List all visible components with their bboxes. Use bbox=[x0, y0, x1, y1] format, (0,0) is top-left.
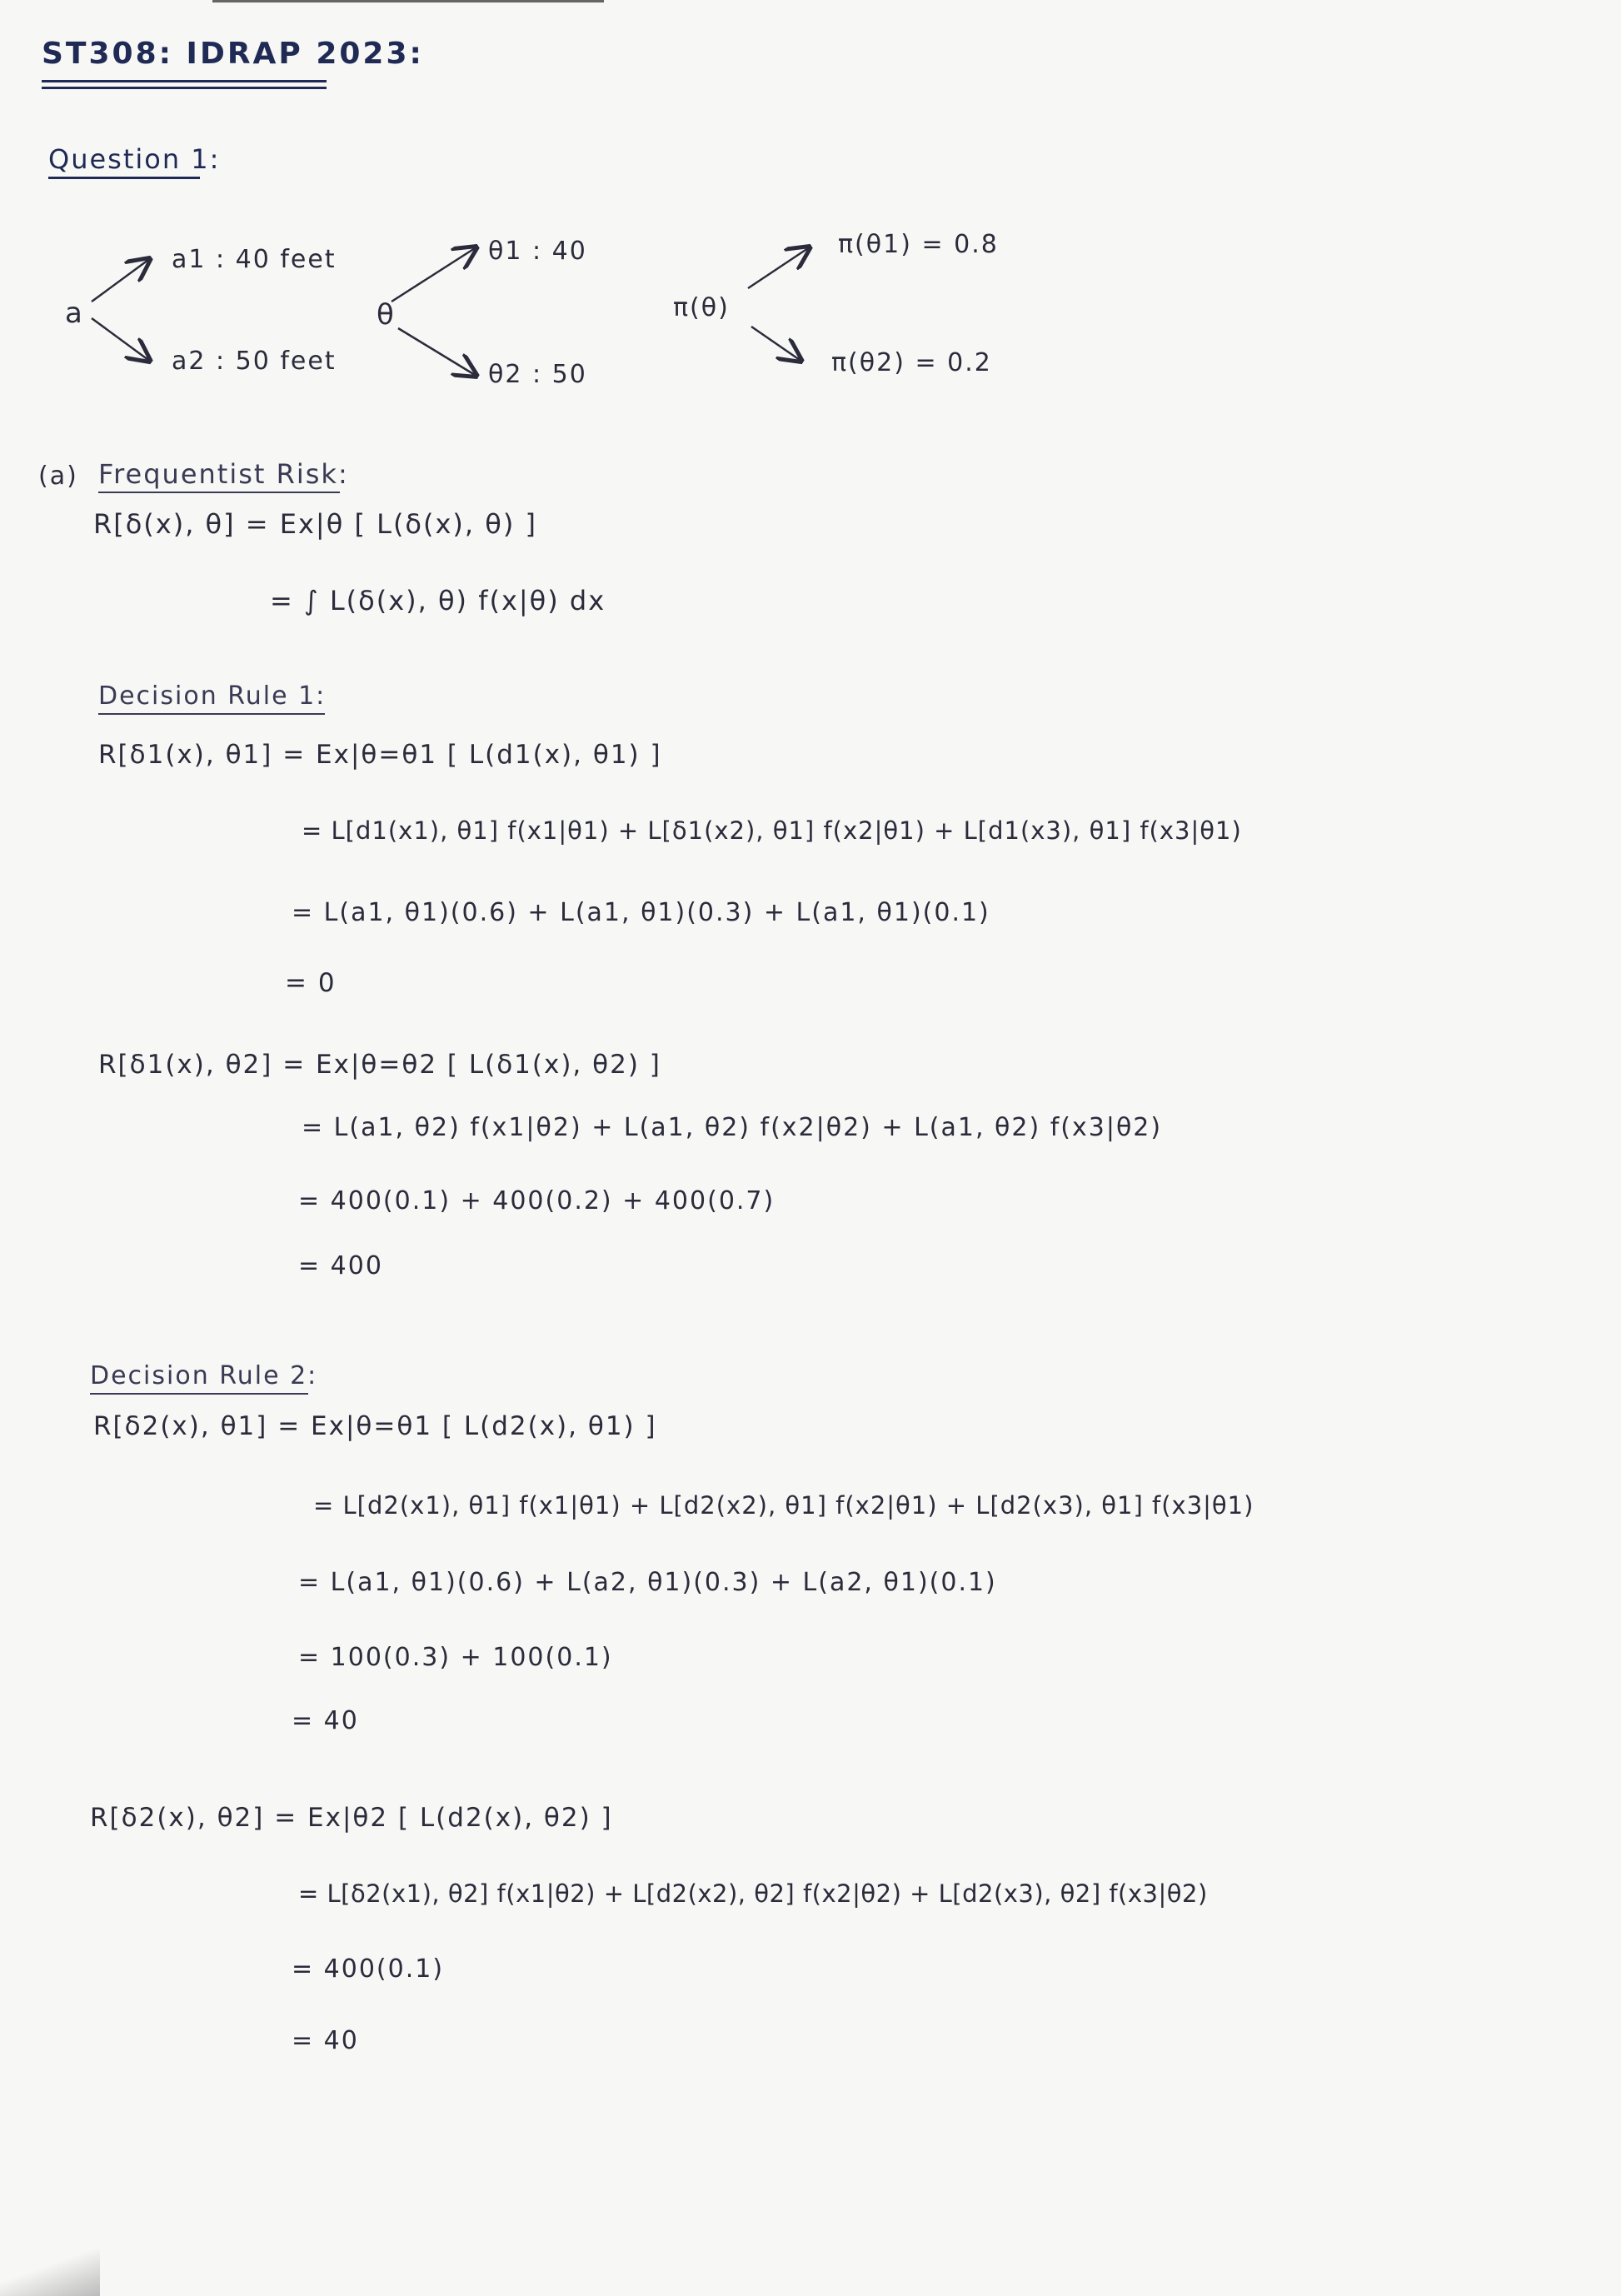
rule2-theta1-result: = 40 bbox=[292, 1706, 359, 1735]
diagram-pi2: π(θ2) = 0.2 bbox=[831, 348, 992, 377]
rule2-theta2-expansion: = L[δ2(x1), θ2] f(x1|θ2) + L[d2(x2), θ2] f(x2|θ2) + L[d2(x3), θ2] f(x3|θ2) bbox=[298, 1879, 1208, 1908]
part-a-label: (a) bbox=[38, 462, 78, 491]
pi1-arrow bbox=[748, 248, 808, 288]
rule1-theta1-substitution: = L(a1, θ1)(0.6) + L(a1, θ1)(0.3) + L(a1, θ1)(0.1) bbox=[292, 898, 990, 927]
rule1-theta1-risk: R[δ1(x), θ1] = Ex|θ=θ1 [ L(d1(x), θ1) ] bbox=[98, 740, 662, 770]
a1-arrow bbox=[92, 260, 148, 302]
rule1-theta2-result: = 400 bbox=[298, 1251, 383, 1280]
page-corner-shadow bbox=[0, 2249, 100, 2296]
diagram-pi1: π(θ1) = 0.8 bbox=[838, 230, 999, 259]
diagram-theta2: θ2 : 50 bbox=[488, 360, 587, 389]
part-a-heading: Frequentist Risk: bbox=[98, 458, 349, 490]
rule2-theta2-substitution: = 400(0.1) bbox=[292, 1954, 445, 1984]
diagram-a1: a1 : 40 feet bbox=[172, 245, 337, 274]
rule1-theta2-risk: R[δ1(x), θ2] = Ex|θ=θ2 [ L(δ1(x), θ2) ] bbox=[98, 1050, 661, 1080]
risk-integral-line: = ∫ L(δ(x), θ) f(x|θ) dx bbox=[270, 585, 606, 616]
part-a-heading-underline bbox=[98, 492, 340, 493]
rule1-theta2-substitution: = 400(0.1) + 400(0.2) + 400(0.7) bbox=[298, 1186, 776, 1215]
diagram-pi-root: π(θ) bbox=[673, 293, 730, 322]
a2-arrow bbox=[92, 318, 148, 360]
rule2-heading-underline bbox=[90, 1393, 308, 1395]
rule2-theta2-risk: R[δ2(x), θ2] = Ex|θ2 [ L(d2(x), θ2) ] bbox=[90, 1803, 613, 1833]
risk-definition-line: R[δ(x), θ] = Ex|θ [ L(δ(x), θ) ] bbox=[93, 508, 537, 540]
page-title: ST308: IDRAP 2023: bbox=[42, 37, 424, 71]
diagram-a-root: a bbox=[65, 297, 84, 330]
rule2-theta2-result: = 40 bbox=[292, 2026, 359, 2055]
theta1-arrow bbox=[392, 248, 475, 302]
pi2-arrow bbox=[751, 327, 800, 360]
diagram-theta1: θ1 : 40 bbox=[488, 237, 587, 266]
rule1-theta1-result: = 0 bbox=[285, 968, 337, 998]
rule2-theta1-expansion: = L[d2(x1), θ1] f(x1|θ1) + L[d2(x2), θ1] f(x2|θ1) + L[d2(x3), θ1] f(x3|θ1) bbox=[313, 1491, 1254, 1520]
diagram-theta-root: θ bbox=[377, 298, 396, 332]
rule1-heading-underline bbox=[98, 713, 325, 715]
rule1-theta1-expansion: = L[d1(x1), θ1] f(x1|θ1) + L[δ1(x2), θ1] f(x2|θ1) + L[d1(x3), θ1] f(x3|θ1) bbox=[302, 816, 1242, 845]
diagram-a2: a2 : 50 feet bbox=[172, 347, 337, 376]
question-heading: Question 1: bbox=[48, 143, 221, 175]
rule1-heading: Decision Rule 1: bbox=[98, 681, 327, 711]
rule1-theta2-expansion: = L(a1, θ2) f(x1|θ2) + L(a1, θ2) f(x2|θ2) + L(a1, θ2) f(x3|θ2) bbox=[302, 1113, 1163, 1142]
rule2-theta1-risk: R[δ2(x), θ1] = Ex|θ=θ1 [ L(d2(x), θ1) ] bbox=[93, 1411, 657, 1441]
rule2-theta1-substitution: = L(a1, θ1)(0.6) + L(a2, θ1)(0.3) + L(a2, θ1)(0.1) bbox=[298, 1568, 997, 1597]
rule2-theta1-numeric: = 100(0.3) + 100(0.1) bbox=[298, 1643, 613, 1672]
rule2-heading: Decision Rule 2: bbox=[90, 1361, 318, 1390]
theta2-arrow bbox=[398, 328, 475, 375]
